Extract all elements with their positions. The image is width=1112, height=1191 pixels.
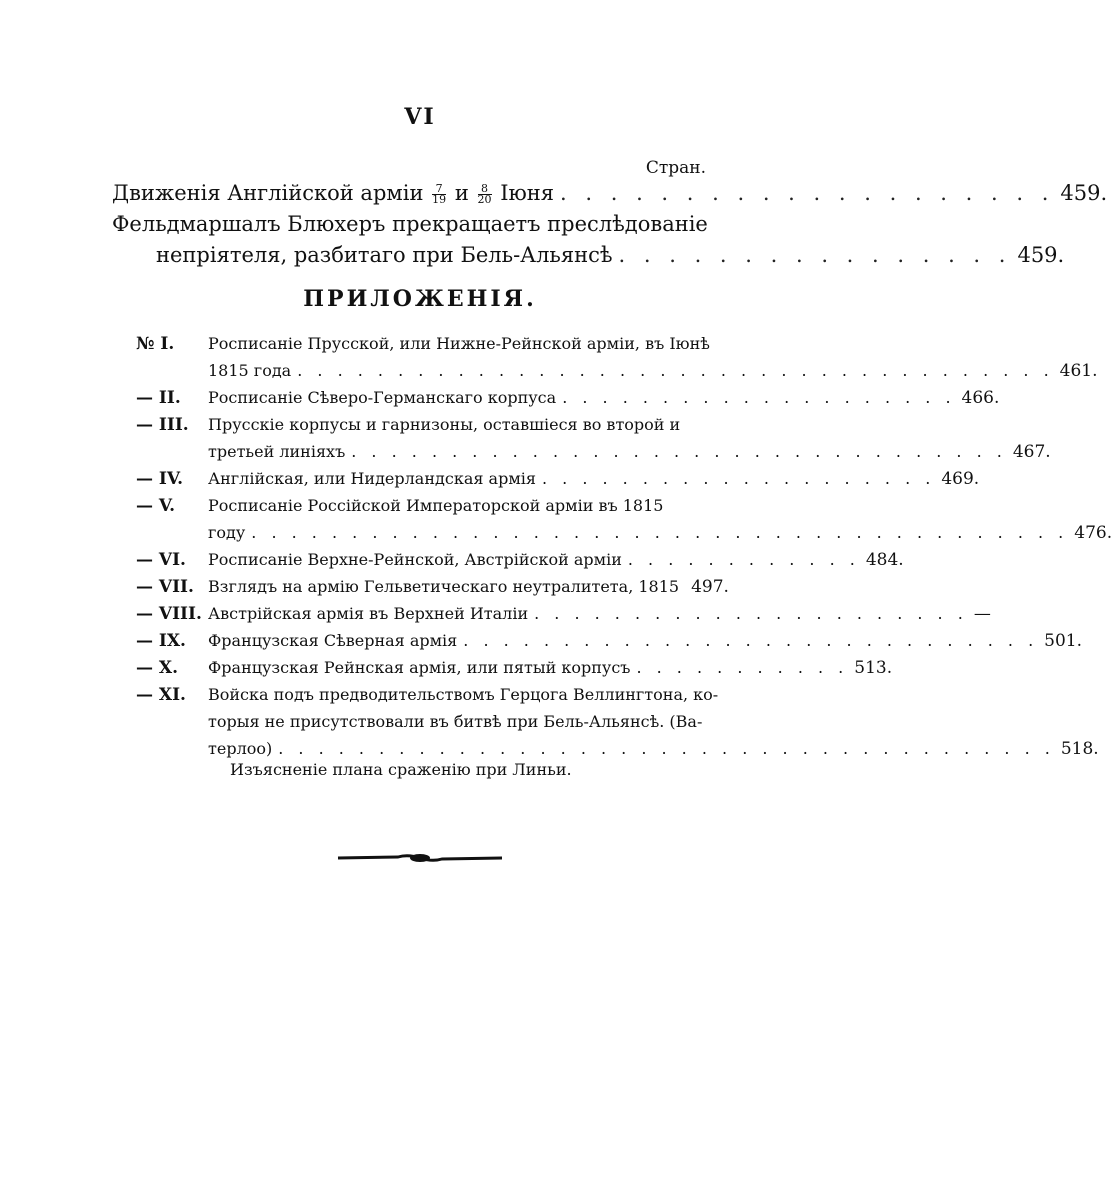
appendix-item-label: № I. — [136, 334, 175, 354]
appendix-item-text: Войска подъ предводительствомъ Герцога Веллингтона, ко- — [208, 685, 719, 704]
appendix-item-label: — III. — [136, 415, 189, 435]
toc-entry-1-text-b: Іюня — [500, 181, 555, 205]
toc-entry-2-page: 459. — [1017, 243, 1065, 267]
appendix-item-text: Австрійская армія въ Верхней Италіи — [208, 604, 529, 623]
appendix-item-text: Взглядъ на армію Гельветическаго неутралитета, 1815 — [208, 577, 680, 596]
dot-leader: . . . . . . . . . . . . . . . . . . . . — [541, 469, 936, 488]
toc-entry-2-line1 — [112, 212, 708, 236]
dot-leader: . . . . . . . . . . . . . . . . . . . . . . . . . . . . . . . . . . . . . . — [297, 361, 1054, 380]
appendix-item-label: — VII. — [136, 577, 194, 597]
fraction-1 — [432, 184, 446, 205]
appendix-item-text: Англійская, или Нидерландская армія — [208, 469, 536, 488]
appendix-item-page: 476. — [1074, 523, 1112, 543]
appendix-item-label: — V. — [136, 496, 176, 516]
appendix-item-label: — X. — [136, 658, 179, 678]
toc-entry-1-text-a: Движенія Англійской арміи — [112, 181, 424, 205]
dot-leader: . . . . . . . . . . . . . . . . . . . . — [560, 181, 1055, 205]
appendix-item-page: 469. — [941, 469, 980, 489]
toc-entry-2-text-line2: непріятеля, разбитаго при Бель-Альянсѣ — [156, 243, 613, 267]
fraction-1-den: 19 — [432, 193, 447, 206]
dot-leader: . . . . . . . . . . . . . . . . . . . . — [562, 388, 956, 407]
appendix-item-text: Французская Рейнская армія, или пятый корпусъ — [208, 658, 631, 677]
appendix-heading: ПРИЛОЖЕНІЯ. — [303, 286, 537, 312]
dot-leader: . . . . . . . . . . . . . . . . . . . . . . . . . . . . . . . . . . . . . . . — [278, 739, 1055, 758]
appendix-item-text: Росписаніе Сѣверо-Германскаго корпуса — [208, 388, 557, 407]
dot-leader: . . . . . . . . . . . . . . . . — [618, 243, 1012, 267]
plan-note: Изъясненіе плана сраженію при Линьи. — [230, 760, 572, 779]
appendix-item-text: третьей линіяхъ — [208, 442, 346, 461]
dot-leader: . . . . . . . . . . . . . . . . . . . . . . . . . . . . . . . . . — [351, 442, 1007, 461]
toc-entry-1-and: и — [454, 181, 469, 205]
appendix-item-text: Росписаніе Прусской, или Нижне-Рейнской арміи, въ Іюнѣ — [208, 334, 710, 353]
appendix-item-page: 484. — [865, 550, 904, 570]
appendix-item-label: — VI. — [136, 550, 186, 570]
appendix-item-page: 461. — [1059, 361, 1098, 381]
appendix-item-label: — IV. — [136, 469, 184, 489]
appendix-item-text: Французская Сѣверная армія — [208, 631, 458, 650]
appendix-item-page: — — [973, 604, 991, 624]
appendix-item-page: 497. — [691, 577, 729, 597]
ornament-divider — [338, 852, 502, 864]
dot-leader: . . . . . . . . . . . . . . . . . . . . . . — [534, 604, 968, 623]
toc-entry-1-page: 459. — [1060, 181, 1108, 205]
appendix-item-text: году — [208, 523, 246, 542]
appendix-item-label: — II. — [136, 388, 181, 408]
appendix-item-page: 501. — [1044, 631, 1083, 651]
appendix-item-text: терлоо) — [208, 739, 273, 758]
appendix-item-text: Росписаніе Россійской Императорской арміи въ 1815 — [208, 496, 664, 515]
appendix-item-label: — VIII. — [136, 604, 202, 624]
fraction-2-num: 8 — [478, 184, 492, 195]
toc-entry-1 — [112, 181, 1108, 206]
appendix-item-page: 466. — [961, 388, 1000, 408]
fraction-2-den: 20 — [477, 193, 492, 206]
appendix-item-text: Прусскіе корпусы и гарнизоны, оставшіеся во второй и — [208, 415, 681, 434]
page-column-label: Стран. — [645, 158, 706, 178]
appendix-item-page: 513. — [854, 658, 893, 678]
page-number: VI — [404, 104, 436, 130]
fraction-2 — [478, 184, 492, 205]
fraction-1-num: 7 — [432, 184, 446, 195]
toc-entry-2-text-line1: Фельдмаршалъ Блюхеръ прекращаетъ преслѣдованіе — [112, 212, 708, 236]
dot-leader: . . . . . . . . . . . . — [627, 550, 860, 569]
appendix-item-label: — XI. — [136, 685, 186, 705]
dot-leader: . . . . . . . . . . . . . . . . . . . . . . . . . . . . . . . . . . . . . . . . . — [251, 523, 1069, 542]
toc-entry-2-line2 — [156, 243, 1065, 267]
appendix-item-page: 518. — [1060, 739, 1099, 759]
toc-entry-1-text — [112, 181, 554, 205]
dot-leader: . . . . . . . . . . . — [636, 658, 849, 677]
appendix-item-text: Росписаніе Верхне-Рейнской, Австрійской арміи — [208, 550, 622, 569]
dot-leader: . . . . . . . . . . . . . . . . . . . . . . . . . . . . . — [463, 631, 1039, 650]
appendix-item-text: торыя не присутствовали въ битвѣ при Бель-Альянсѣ. (Ва- — [208, 712, 703, 731]
appendix-item-page: 467. — [1012, 442, 1051, 462]
appendix-item-text: 1815 года — [208, 361, 292, 380]
appendix-item-label: — IX. — [136, 631, 186, 651]
